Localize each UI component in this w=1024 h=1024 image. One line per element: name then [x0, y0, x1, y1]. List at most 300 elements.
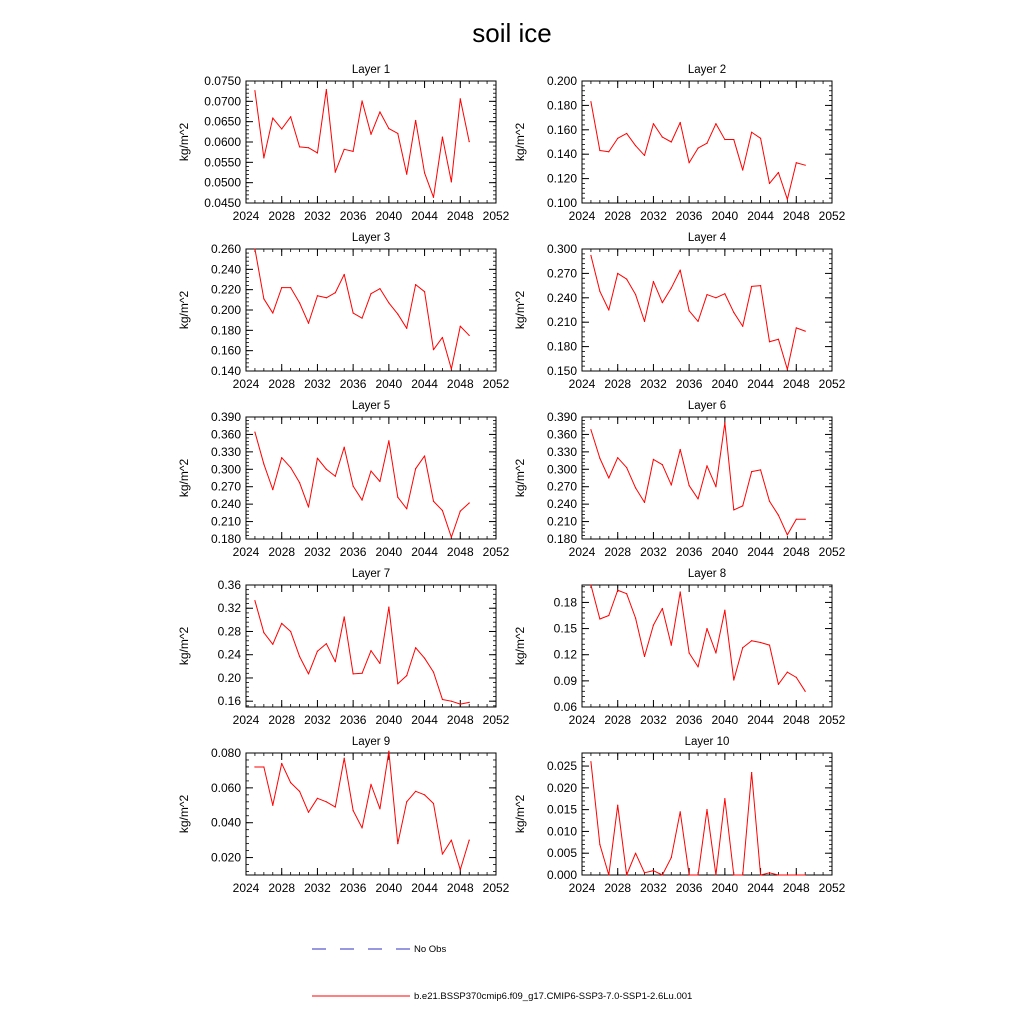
- data-point: [344, 616, 345, 617]
- data-point: [388, 302, 389, 303]
- data-point: [326, 89, 327, 90]
- x-tick-label: 2028: [268, 545, 296, 559]
- data-point: [760, 285, 761, 286]
- data-point: [469, 335, 470, 336]
- y-tick-label: 0.300: [210, 462, 241, 477]
- y-tick-label: 0.180: [546, 532, 577, 546]
- data-point: [599, 458, 600, 459]
- data-point: [769, 501, 770, 502]
- data-point: [317, 651, 318, 652]
- legend-obs: [312, 944, 446, 955]
- y-tick-label: 0.28: [217, 624, 241, 639]
- y-tick-label: 0.160: [210, 343, 241, 358]
- legend-model: [312, 991, 692, 1002]
- data-point: [361, 827, 362, 828]
- plot-frame: [582, 81, 832, 203]
- data-point: [433, 501, 434, 502]
- x-tick-label: 2048: [446, 881, 474, 895]
- panel-layer-1: [177, 64, 510, 223]
- data-point: [406, 174, 407, 175]
- data-point: [317, 152, 318, 153]
- data-point: [635, 487, 636, 488]
- y-tick-label: 0.200: [210, 303, 241, 317]
- data-point: [689, 652, 690, 653]
- data-point: [724, 139, 725, 140]
- x-tick-label: 2048: [446, 209, 474, 223]
- data-point: [760, 138, 761, 139]
- x-tick-label: 2040: [711, 713, 739, 727]
- data-point: [335, 806, 336, 807]
- data-point: [460, 98, 461, 99]
- data-point: [733, 312, 734, 313]
- data-point: [715, 123, 716, 124]
- data-point: [626, 278, 627, 279]
- data-point: [590, 761, 591, 762]
- data-point: [254, 600, 255, 601]
- data-point: [706, 465, 707, 466]
- data-point: [796, 519, 797, 520]
- data-point: [263, 766, 264, 767]
- x-tick-label: 2028: [268, 713, 296, 727]
- data-point: [290, 631, 291, 632]
- x-tick-label: 2024: [232, 545, 260, 559]
- y-tick-label: 0.300: [546, 242, 577, 256]
- data-point: [326, 643, 327, 644]
- data-point: [653, 281, 654, 282]
- data-point: [308, 673, 309, 674]
- data-point: [254, 432, 255, 433]
- data-point: [469, 840, 470, 841]
- data-point: [662, 137, 663, 138]
- y-tick-label: 0.240: [546, 497, 577, 512]
- y-tick-label: 0.210: [546, 514, 577, 529]
- data-point: [742, 874, 743, 875]
- x-tick-label: 2036: [339, 713, 367, 727]
- data-point: [617, 805, 618, 806]
- data-point: [733, 139, 734, 140]
- data-point: [344, 149, 345, 150]
- panel-title: Layer 8: [687, 568, 727, 580]
- y-tick-label: 0.0600: [204, 135, 241, 149]
- data-point: [442, 337, 443, 338]
- x-tick-label: 2044: [411, 209, 438, 223]
- data-point: [353, 486, 354, 487]
- data-point: [599, 150, 600, 151]
- x-tick-label: 2052: [818, 713, 846, 727]
- series-line: [591, 762, 805, 875]
- y-tick-label: 0.12: [553, 647, 577, 662]
- data-point: [281, 128, 282, 129]
- data-point: [469, 502, 470, 503]
- data-point: [469, 141, 470, 142]
- y-axis-label: kg/m^2: [513, 626, 527, 666]
- y-tick-label: 0.000: [546, 868, 577, 882]
- data-point: [299, 791, 300, 792]
- data-point: [742, 169, 743, 170]
- y-axis-label: kg/m^2: [177, 794, 191, 834]
- y-tick-label: 0.180: [546, 98, 577, 113]
- x-tick-label: 2028: [604, 881, 632, 895]
- data-point: [263, 298, 264, 299]
- data-point: [724, 610, 725, 611]
- data-point: [590, 584, 591, 585]
- x-tick-label: 2036: [675, 377, 703, 391]
- x-tick-label: 2024: [232, 881, 260, 895]
- data-point: [617, 457, 618, 458]
- x-tick-label: 2032: [304, 377, 331, 391]
- panel-title: Layer 1: [351, 64, 391, 76]
- data-point: [635, 853, 636, 854]
- panel-layer-6: [513, 400, 846, 559]
- x-tick-label: 2036: [339, 377, 367, 391]
- data-point: [424, 455, 425, 456]
- x-tick-label: 2040: [375, 209, 403, 223]
- x-tick-label: 2052: [818, 377, 846, 391]
- data-point: [778, 339, 779, 340]
- x-tick-label: 2028: [604, 209, 632, 223]
- data-point: [344, 758, 345, 759]
- x-tick-label: 2040: [711, 209, 739, 223]
- y-tick-label: 0.15: [553, 621, 577, 636]
- data-point: [689, 485, 690, 486]
- data-point: [272, 312, 273, 313]
- data-point: [388, 128, 389, 129]
- data-point: [653, 624, 654, 625]
- data-point: [635, 145, 636, 146]
- data-point: [751, 640, 752, 641]
- y-tick-label: 0.390: [546, 410, 577, 424]
- data-point: [715, 486, 716, 487]
- series-line: [255, 601, 469, 704]
- series-line: [591, 256, 805, 370]
- data-point: [671, 141, 672, 142]
- x-tick-label: 2024: [568, 209, 596, 223]
- data-point: [326, 469, 327, 470]
- data-point: [742, 505, 743, 506]
- data-point: [769, 872, 770, 873]
- data-point: [388, 440, 389, 441]
- data-point: [626, 593, 627, 594]
- data-point: [344, 274, 345, 275]
- data-point: [671, 287, 672, 288]
- data-point: [653, 459, 654, 460]
- data-point: [451, 368, 452, 369]
- x-tick-label: 2044: [411, 545, 438, 559]
- data-point: [706, 143, 707, 144]
- y-tick-label: 0.240: [546, 290, 577, 305]
- data-point: [635, 618, 636, 619]
- y-tick-label: 0.240: [210, 497, 241, 512]
- panel-layer-4: [513, 232, 846, 391]
- y-tick-label: 0.240: [210, 262, 241, 277]
- data-point: [263, 632, 264, 633]
- data-point: [451, 840, 452, 841]
- data-point: [272, 489, 273, 490]
- data-point: [406, 675, 407, 676]
- data-point: [379, 111, 380, 112]
- data-point: [751, 286, 752, 287]
- plot-frame: [246, 81, 496, 203]
- data-point: [361, 318, 362, 319]
- data-point: [397, 313, 398, 314]
- y-tick-label: 0.060: [210, 780, 241, 795]
- x-tick-label: 2048: [782, 713, 810, 727]
- data-point: [796, 677, 797, 678]
- data-point: [778, 172, 779, 173]
- y-tick-label: 0.020: [210, 850, 241, 865]
- data-point: [335, 661, 336, 662]
- x-tick-label: 2040: [375, 881, 403, 895]
- data-point: [697, 874, 698, 875]
- data-point: [353, 312, 354, 313]
- plot-frame: [582, 585, 832, 707]
- data-point: [697, 498, 698, 499]
- series-line: [255, 432, 469, 537]
- data-point: [353, 810, 354, 811]
- data-point: [397, 497, 398, 498]
- data-point: [769, 183, 770, 184]
- y-tick-label: 0.210: [210, 514, 241, 529]
- data-point: [263, 463, 264, 464]
- data-point: [290, 782, 291, 783]
- data-point: [361, 673, 362, 674]
- data-point: [778, 874, 779, 875]
- data-point: [680, 122, 681, 123]
- data-point: [326, 801, 327, 802]
- panel-title: Layer 2: [687, 64, 727, 76]
- data-point: [460, 326, 461, 327]
- data-point: [706, 809, 707, 810]
- y-tick-label: 0.180: [546, 339, 577, 354]
- data-point: [308, 147, 309, 148]
- data-point: [751, 471, 752, 472]
- y-tick-label: 0.06: [553, 700, 577, 714]
- data-point: [778, 684, 779, 685]
- data-point: [796, 874, 797, 875]
- data-point: [415, 647, 416, 648]
- x-tick-label: 2048: [782, 881, 810, 895]
- y-tick-label: 0.150: [546, 364, 577, 378]
- data-point: [415, 284, 416, 285]
- data-point: [254, 766, 255, 767]
- y-tick-label: 0.160: [546, 122, 577, 137]
- y-tick-label: 0.390: [210, 410, 241, 424]
- data-point: [662, 608, 663, 609]
- y-tick-label: 0.0700: [204, 94, 241, 109]
- data-point: [608, 151, 609, 152]
- data-point: [706, 294, 707, 295]
- data-point: [608, 309, 609, 310]
- series-line: [255, 90, 469, 198]
- data-point: [353, 673, 354, 674]
- x-tick-label: 2032: [640, 377, 667, 391]
- series-line: [591, 102, 805, 200]
- data-point: [433, 197, 434, 198]
- data-point: [697, 148, 698, 149]
- data-point: [406, 508, 407, 509]
- data-point: [706, 628, 707, 629]
- data-point: [308, 506, 309, 507]
- data-point: [469, 702, 470, 703]
- data-point: [671, 857, 672, 858]
- data-point: [680, 270, 681, 271]
- plot-frame: [582, 249, 832, 371]
- data-point: [415, 120, 416, 121]
- x-tick-label: 2044: [747, 377, 774, 391]
- data-point: [608, 874, 609, 875]
- x-tick-label: 2032: [640, 209, 667, 223]
- x-tick-label: 2040: [375, 377, 403, 391]
- data-point: [644, 155, 645, 156]
- data-point: [415, 791, 416, 792]
- data-point: [397, 133, 398, 134]
- x-tick-label: 2036: [339, 209, 367, 223]
- x-tick-label: 2032: [304, 713, 331, 727]
- data-point: [451, 181, 452, 182]
- data-point: [769, 645, 770, 646]
- x-tick-label: 2032: [640, 713, 667, 727]
- panel-layer-5: [177, 400, 510, 559]
- x-tick-label: 2052: [482, 881, 510, 895]
- x-tick-label: 2036: [339, 545, 367, 559]
- x-tick-label: 2028: [604, 377, 632, 391]
- plot-frame: [246, 417, 496, 539]
- panel-layer-2: [513, 64, 846, 223]
- data-point: [724, 422, 725, 423]
- plot-frame: [582, 417, 832, 539]
- series-line: [591, 423, 805, 535]
- y-tick-label: 0.36: [217, 578, 241, 592]
- data-point: [335, 171, 336, 172]
- y-tick-label: 0.0500: [204, 175, 241, 190]
- y-tick-label: 0.080: [210, 746, 241, 760]
- data-point: [370, 470, 371, 471]
- data-point: [272, 117, 273, 118]
- data-point: [335, 292, 336, 293]
- data-point: [442, 510, 443, 511]
- data-point: [590, 255, 591, 256]
- x-tick-label: 2032: [640, 881, 667, 895]
- panel-title: Layer 5: [351, 400, 391, 412]
- y-axis-label: kg/m^2: [177, 626, 191, 666]
- data-point: [760, 642, 761, 643]
- panel-title: Layer 9: [351, 736, 391, 748]
- data-point: [460, 511, 461, 512]
- data-point: [733, 679, 734, 680]
- data-point: [281, 457, 282, 458]
- y-tick-label: 0.09: [553, 673, 577, 688]
- figure-title: soil ice: [472, 18, 552, 48]
- x-tick-label: 2032: [304, 209, 331, 223]
- y-tick-label: 0.015: [546, 802, 577, 817]
- data-point: [599, 844, 600, 845]
- x-tick-label: 2048: [782, 209, 810, 223]
- data-point: [335, 476, 336, 477]
- x-tick-label: 2024: [568, 881, 596, 895]
- plot-frame: [246, 585, 496, 707]
- x-tick-label: 2044: [747, 713, 774, 727]
- y-tick-label: 0.330: [210, 444, 241, 459]
- panel-layer-8: [513, 568, 846, 727]
- data-point: [680, 449, 681, 450]
- y-tick-label: 0.010: [546, 824, 577, 839]
- x-tick-label: 2024: [232, 377, 260, 391]
- y-tick-label: 0.025: [546, 759, 577, 774]
- data-point: [608, 615, 609, 616]
- plot-frame: [246, 753, 496, 875]
- data-point: [308, 812, 309, 813]
- data-point: [281, 763, 282, 764]
- data-point: [680, 591, 681, 592]
- data-point: [379, 663, 380, 664]
- x-tick-label: 2052: [482, 209, 510, 223]
- data-point: [617, 138, 618, 139]
- panel-layer-9: [177, 736, 510, 895]
- panel-title: Layer 4: [687, 232, 727, 244]
- data-point: [689, 162, 690, 163]
- data-point: [433, 672, 434, 673]
- x-tick-label: 2048: [446, 377, 474, 391]
- x-tick-label: 2048: [782, 545, 810, 559]
- data-point: [290, 467, 291, 468]
- data-point: [697, 666, 698, 667]
- x-tick-label: 2040: [711, 881, 739, 895]
- x-tick-label: 2032: [304, 881, 331, 895]
- data-point: [272, 805, 273, 806]
- data-point: [715, 874, 716, 875]
- x-tick-label: 2052: [818, 545, 846, 559]
- x-tick-label: 2044: [747, 881, 774, 895]
- data-point: [626, 874, 627, 875]
- data-point: [653, 123, 654, 124]
- data-point: [388, 751, 389, 752]
- x-tick-label: 2024: [568, 377, 596, 391]
- panel-layer-10: [513, 736, 846, 895]
- data-point: [460, 869, 461, 870]
- x-tick-label: 2052: [818, 881, 846, 895]
- data-point: [281, 287, 282, 288]
- data-point: [370, 784, 371, 785]
- plot-frame: [246, 249, 496, 371]
- series-line: [591, 585, 805, 691]
- y-tick-label: 0.040: [210, 815, 241, 830]
- y-tick-label: 0.180: [210, 323, 241, 338]
- data-point: [796, 327, 797, 328]
- x-tick-label: 2052: [482, 545, 510, 559]
- y-tick-label: 0.24: [217, 647, 241, 662]
- y-axis-label: kg/m^2: [513, 458, 527, 498]
- x-tick-label: 2028: [268, 209, 296, 223]
- data-point: [671, 484, 672, 485]
- x-tick-label: 2028: [604, 713, 632, 727]
- data-point: [644, 502, 645, 503]
- data-point: [697, 321, 698, 322]
- data-point: [644, 656, 645, 657]
- y-tick-label: 0.360: [546, 427, 577, 442]
- data-point: [626, 133, 627, 134]
- panel-title: Layer 6: [687, 400, 727, 412]
- data-point: [805, 519, 806, 520]
- y-tick-label: 0.270: [546, 479, 577, 494]
- data-point: [689, 874, 690, 875]
- data-point: [724, 293, 725, 294]
- data-point: [290, 116, 291, 117]
- data-point: [653, 870, 654, 871]
- data-point: [370, 650, 371, 651]
- data-point: [433, 349, 434, 350]
- data-point: [742, 647, 743, 648]
- data-point: [662, 874, 663, 875]
